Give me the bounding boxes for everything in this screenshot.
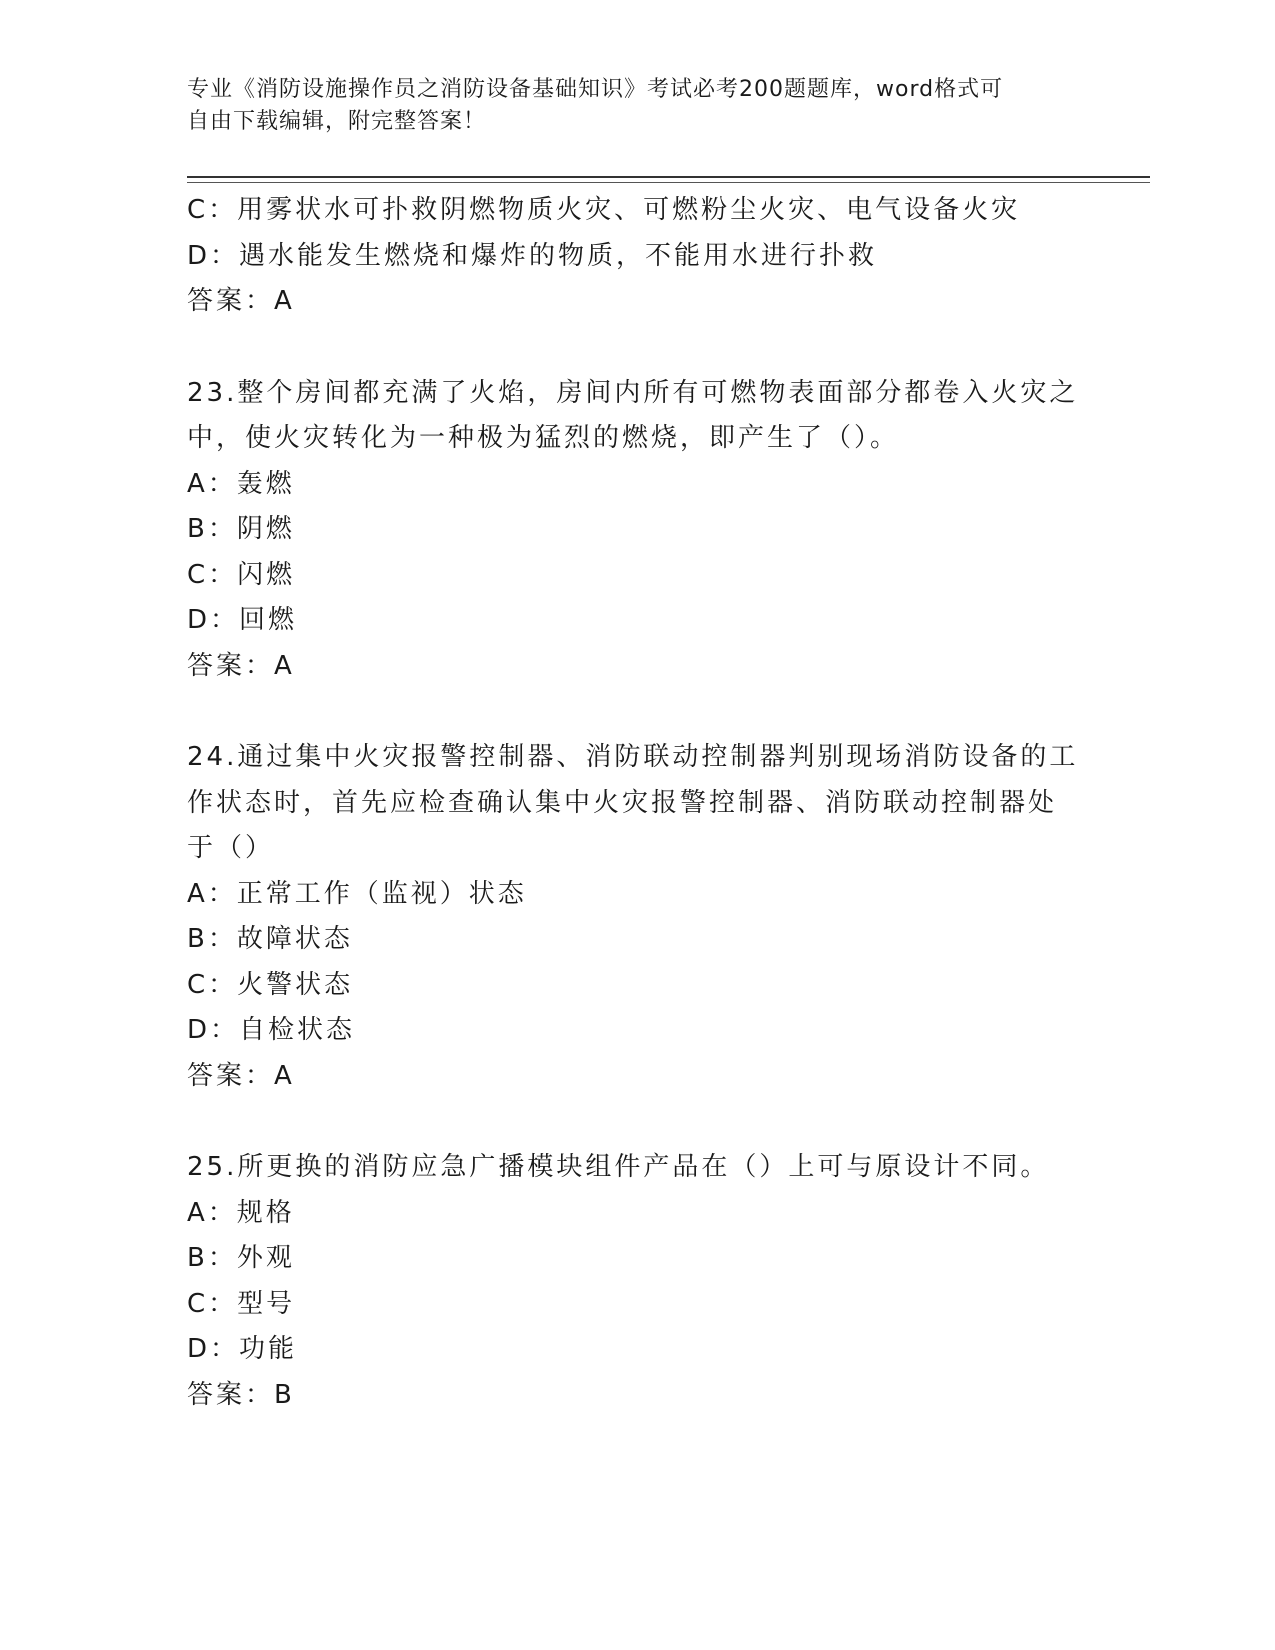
option-b: B：阴燃 [187,514,295,544]
spacer [187,325,1087,371]
question-stem-line-3: 于（） [187,833,275,863]
spacer [187,1099,1087,1145]
question-stem-line-1: 23.整个房间都充满了火焰，房间内所有可燃物表面部分都卷入火灾之 [187,377,1079,408]
option-a: A：规格 [187,1197,295,1228]
question-23 [187,371,1087,690]
option-b: B：外观 [187,1243,295,1273]
answer: 答案：A [187,1060,295,1091]
question-24 [187,735,1087,1099]
answer: 答案：B [187,1379,295,1410]
header-line-1: 专业《消防设施操作员之消防设备基础知识》考试必考200题题库，word格式可 [187,77,1004,102]
header-line-2: 自由下载编辑，附完整答案！ [187,109,487,134]
question-stem-line-2: 中，使火灾转化为一种极为猛烈的燃烧，即产生了（）。 [187,423,900,453]
option-c: C：火警状态 [187,969,354,1000]
previous-question-tail [187,188,1087,325]
header-divider-thin [187,182,1150,183]
question-stem-line-1: 24.通过集中火灾报警控制器、消防联动控制器判别现场消防设备的工 [187,742,1079,772]
question-stem-line-1: 25.所更换的消防应急广播模块组件产品在（）上可与原设计不同。 [187,1152,1050,1182]
option-c: C：闪燃 [187,559,296,590]
option-d: D：功能 [187,1334,298,1364]
question-stem-line-2: 作状态时，首先应检查确认集中火灾报警控制器、消防联动控制器处 [187,787,1058,818]
spacer [187,689,1087,735]
answer: 答案：A [187,286,295,316]
answer: 答案：A [187,650,295,681]
option-a: A：轰燃 [187,468,295,499]
header-divider-thick [187,176,1150,178]
document-header [187,74,1067,138]
option-d: D：遇水能发生燃烧和爆炸的物质，不能用水进行扑救 [187,240,878,271]
option-c: C：用雾状水可扑救阴燃物质火灾、可燃粉尘火灾、电气设备火灾 [187,195,1021,225]
question-content [187,188,1087,1418]
question-25 [187,1145,1087,1418]
option-c: C：型号 [187,1288,296,1319]
option-d: D：回燃 [187,605,298,635]
option-b: B：故障状态 [187,924,353,954]
option-d: D：自检状态 [187,1015,356,1045]
option-a: A：正常工作（监视）状态 [187,878,527,909]
